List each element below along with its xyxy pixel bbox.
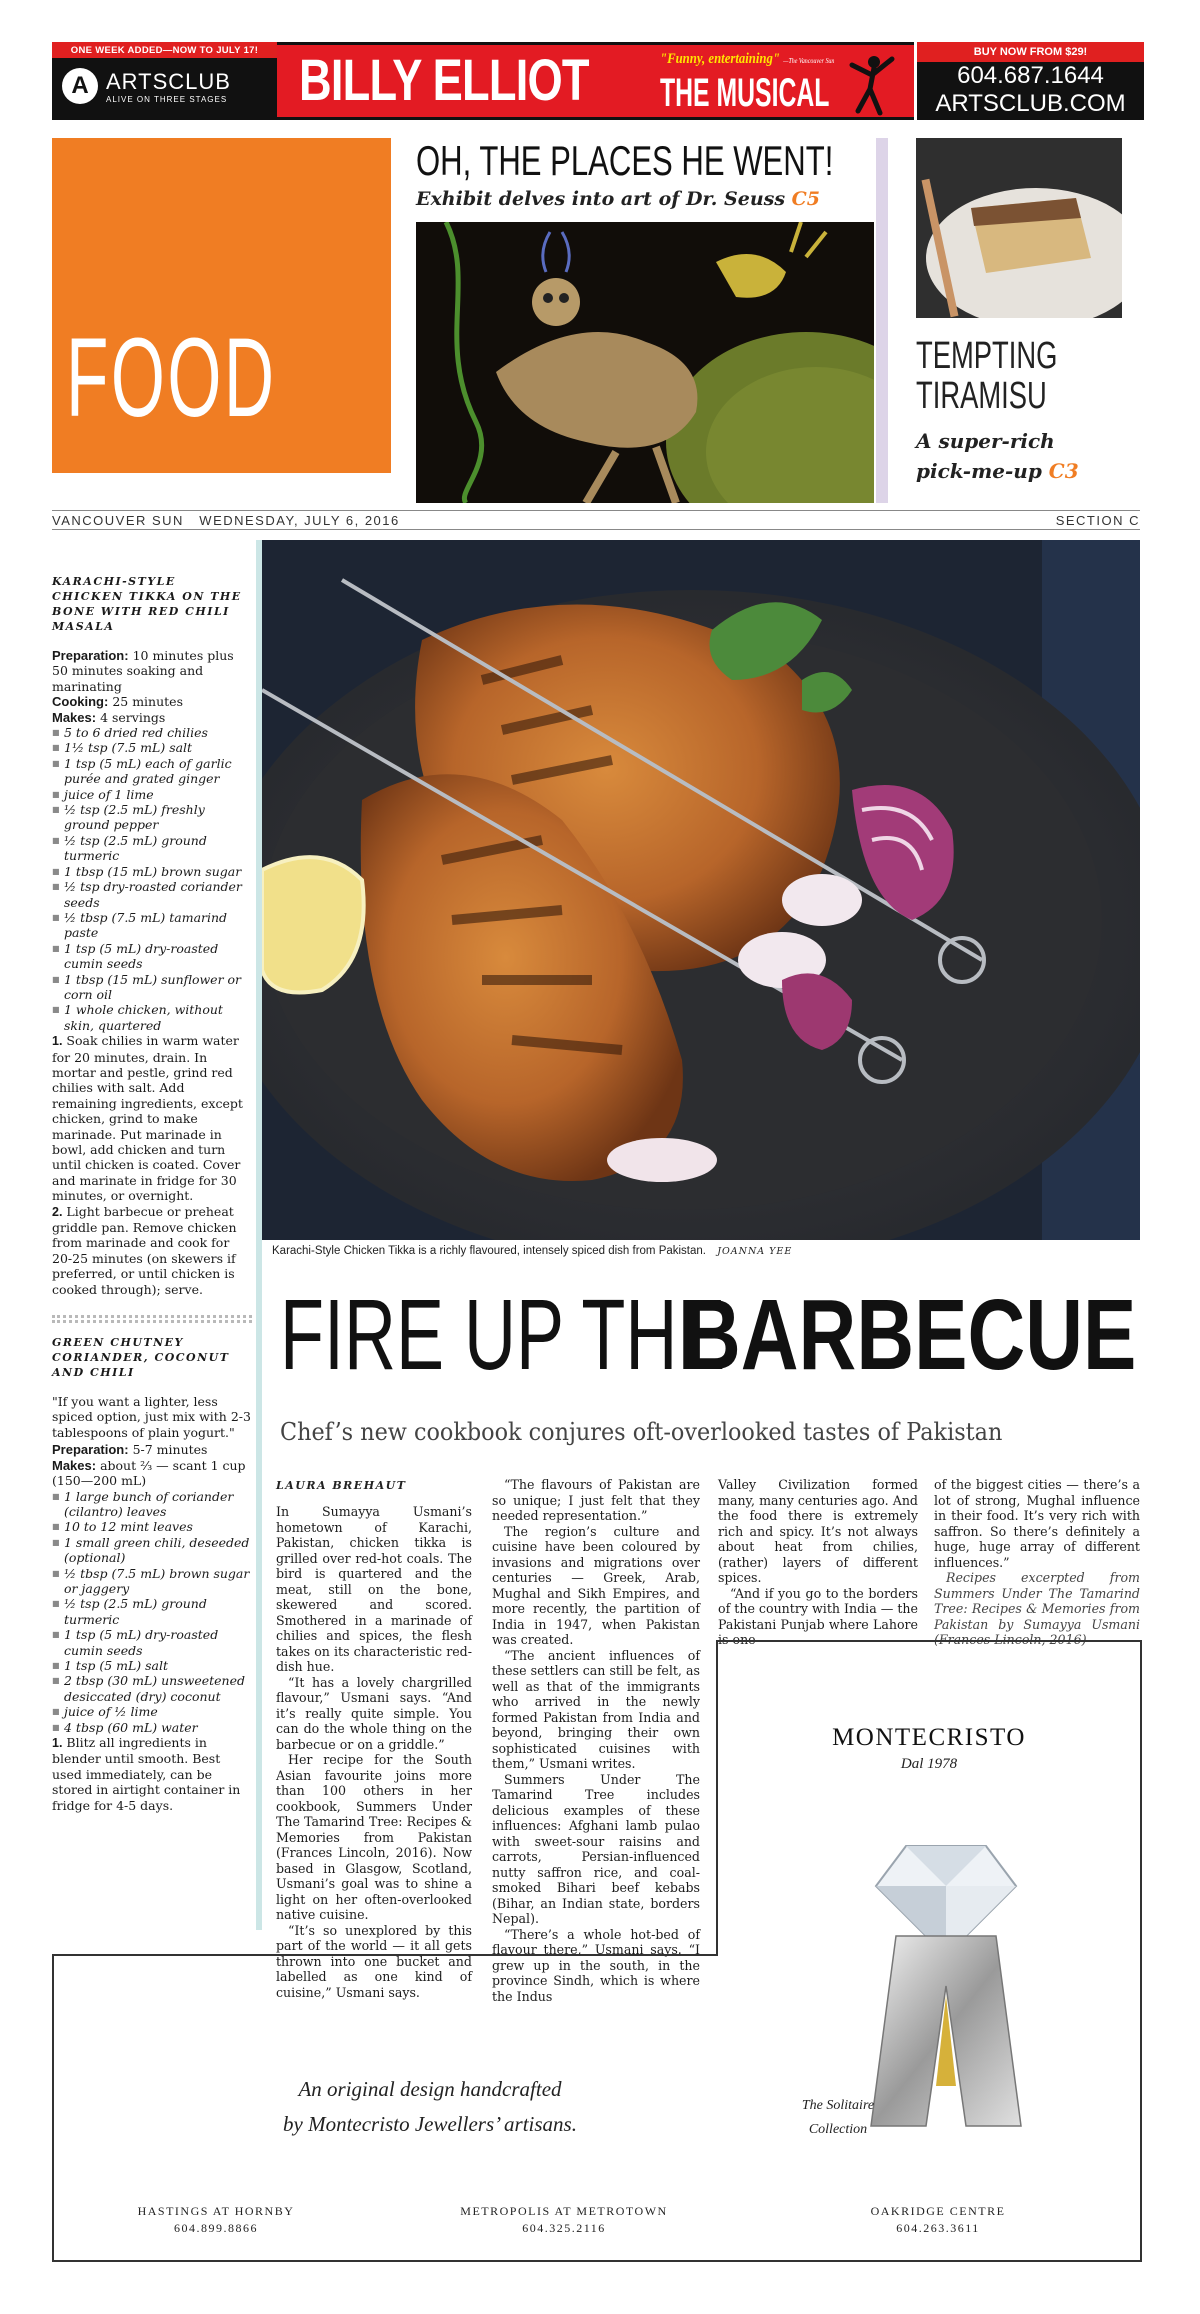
folio-line [52, 510, 1140, 530]
store-name: METROPOLIS AT METROTOWN [460, 2204, 668, 2218]
recipe-sidebar [52, 574, 252, 1813]
article-headline [280, 1278, 1180, 1424]
show-title: BILLY ELLIOT [299, 48, 589, 113]
seuss-page-ref: C5 [791, 188, 820, 210]
recipe-prep-time: Preparation: 10 minutes plus 50 minutes soaking and marinating [52, 648, 234, 694]
recipe-intro: "If you want a lighter, less spiced option, just mix with 2-3 tablespoons of plain yogurt." [52, 1394, 251, 1440]
ingredient-item: ■ 1 whole chicken, without skin, quartered [52, 1002, 252, 1033]
article-deck: Chef’s new cookbook conjures oft-overlooked tastes of Pakistan [280, 1418, 1003, 1446]
ingredient-list [52, 725, 252, 1033]
store-phone: 604.263.3611 [896, 2221, 980, 2235]
show-title-panel [277, 42, 914, 120]
section-nameplate [52, 138, 391, 473]
recipe-servings: Makes: 4 servings [52, 709, 166, 725]
tiramisu-photo [916, 138, 1122, 318]
article-paragraph: “It has a lovely chargrilled flavour,” Usmani says. “And it’s really quite simple. You can do the whole thing on the barbecue or on a griddle.” [276, 1674, 472, 1752]
article-paragraph: “And if you go to the borders of the country with India — the Pakistani Punjab where Lahore is one [718, 1585, 918, 1647]
folio-section: SECTION C [1055, 512, 1140, 528]
tiramisu-teaser-headline: TEMPTING TIRAMISU [916, 335, 1058, 417]
recipe-title: KARACHI-STYLE CHICKEN TIKKA ON THE BONE WITH RED CHILI MASALA [52, 575, 242, 633]
ingredient-item: ■ 1 small green chili, deseeded (optional) [52, 1535, 252, 1566]
recipe-title: GREEN CHUTNEY CORIANDER, COCONUT AND CHILI [52, 1336, 230, 1380]
ingredient-item: ■ 2 tbsp (30 mL) unsweetened desiccated (dry) coconut [52, 1673, 252, 1704]
store-name: HASTINGS AT HORNBY [137, 2204, 295, 2218]
article-byline: LAURA BREHAUT [276, 1479, 407, 1492]
ingredient-item: ■ ½ tbsp (7.5 mL) tamarind paste [52, 910, 252, 941]
ingredient-item: ■ 1 tsp (5 mL) each of garlic purée and grated ginger [52, 756, 252, 787]
store-phone: 604.899.8866 [174, 2221, 258, 2235]
ad-tagline: An original design handcrafted by Montecristo Jewellers’ artisans. [283, 2077, 577, 2136]
store-location [434, 2203, 694, 2237]
ticket-info-panel [914, 42, 1144, 120]
store-location [86, 2203, 346, 2237]
show-subtitle: THE MUSICAL [660, 71, 830, 115]
recipe-prep-time: Preparation: 5-7 minutes [52, 1442, 208, 1458]
article-paragraph: “There’s a whole hot-bed of flavour there,” Usmani says. “I grew up in the south, in the province Sindh, which is where the Indus [492, 1926, 700, 2004]
ingredient-item: ■ 4 tbsp (60 mL) water [52, 1720, 252, 1735]
arts-club-name: ARTSCLUB [106, 68, 231, 94]
ticket-website[interactable]: ARTSCLUB.COM [935, 90, 1126, 117]
ticket-phone: 604.687.1644 [957, 62, 1104, 89]
dancer-silhouette-icon [844, 53, 896, 117]
teaser-divider [876, 138, 888, 503]
headline-light: FIRE UP THE [280, 1279, 726, 1391]
recipe-divider [52, 1315, 252, 1323]
ingredient-item: ■ juice of ½ lime [52, 1704, 252, 1719]
ingredient-item: ■ 1 tsp (5 mL) dry-roasted cumin seeds [52, 1627, 252, 1658]
montecristo-established: Dal 1978 [900, 1756, 958, 1772]
ingredient-list [52, 1489, 252, 1736]
ingredient-item: ■ ½ tsp dry-roasted coriander seeds [52, 879, 252, 910]
chicken-tikka-photo [262, 540, 1140, 1240]
store-name: OAKRIDGE CENTRE [870, 2204, 1006, 2218]
buy-now-notice: BUY NOW FROM $29! [917, 42, 1144, 62]
ingredient-item: ■ ½ tsp (2.5 mL) freshly ground pepper [52, 802, 252, 833]
ingredient-item: ■ ½ tsp (2.5 mL) ground turmeric [52, 1596, 252, 1627]
store-phone: 604.325.2116 [522, 2221, 606, 2235]
seuss-artwork-image [416, 222, 874, 503]
arts-club-tagline: ALIVE ON THREE STAGES [106, 94, 228, 104]
arts-club-logo-panel [52, 42, 277, 120]
ingredient-item: ■ ½ tbsp (7.5 mL) brown sugar or jaggery [52, 1566, 252, 1597]
article-paragraph: The region’s culture and cuisine have been coloured by invasions and migrations over centuries — Greek, Arab, Mughal and Sikh Empires, and more recently, the partition of India in 1947, when Pakistan was created. [492, 1523, 700, 1647]
seuss-teaser-subhead: Exhibit delves into art of Dr. Seuss C5 [416, 188, 820, 210]
ingredient-item: ■ juice of 1 lime [52, 787, 252, 802]
arts-club-banner-ad[interactable] [52, 42, 1144, 120]
tiramisu-page-ref: C3 [1048, 459, 1079, 483]
ingredient-item: ■ 1 tsp (5 mL) dry-roasted cumin seeds [52, 941, 252, 972]
section-name: FOOD [66, 315, 277, 440]
recipe-step: 1. Blitz all ingredients in blender until smooth. Best used immediately, can be stored in airtight container in fridge for 4-5 days. [52, 1735, 241, 1813]
seuss-teaser[interactable] [416, 138, 874, 210]
recipe-step: 1. Soak chilies in warm water for 20 minutes, drain. In mortar and pestle, grind red chilies with salt. Add remaining ingredients, except chicken, grind to make marinade. Put marinade in bowl, add chicken and turn until chicken is coated. Cover and marinate in fridge for 30 minutes, or overnight. [52, 1033, 243, 1204]
recipe-cook-time: Cooking: 25 minutes [52, 694, 183, 710]
arts-club-logo-icon: A [62, 68, 98, 104]
recipe-step: 2. Light barbecue or preheat griddle pan. Remove chicken from marinade and cook for 20-25 minutes (on skewers if preferred, or until chicken is cooked through); serve. [52, 1203, 237, 1297]
ingredient-item: ■ 1½ tsp (7.5 mL) salt [52, 740, 252, 755]
tiramisu-teaser-subhead: A super-rich pick-me-up C3 [916, 429, 1079, 483]
excerpt-note: Recipes excerpted from Summers Under The Tamarind Tree: Recipes & Memories from Pakistan by Sumayya Usmani (Frances Lincoln, 2016) [934, 1570, 1140, 1647]
seuss-teaser-headline: OH, THE PLACES HE WENT! [416, 137, 834, 184]
arts-club-logo [62, 68, 231, 104]
article-paragraph: Her recipe for the South Asian favourite joins more than 100 others in her cookbook, Summers Under The Tamarind Tree: Recipes & Memories from Pakistan (Frances Lincoln, 2016). Now based in Glasgow, Scotland, Usmani’s goal was to shine a light on her often-overlooked native cuisine. [276, 1752, 472, 1922]
store-location [808, 2203, 1068, 2237]
article-column [276, 1504, 472, 2000]
montecristo-brand[interactable]: MONTECRISTO [832, 1724, 1026, 1751]
photo-caption: Karachi-Style Chicken Tikka is a richly flavoured, intensely spiced dish from Pakistan. JOANNA YEE [272, 1245, 793, 1257]
ingredient-item: ■ 1 tbsp (15 mL) sunflower or corn oil [52, 972, 252, 1003]
folio-paper-date: VANCOUVER SUN WEDNESDAY, JULY 6, 2016 [52, 512, 400, 528]
tiramisu-teaser[interactable] [916, 336, 1126, 486]
article-paragraph: In Sumayya Usmani’s hometown of Karachi, Pakistan, chicken tikka is grilled over red-hot coals. The bird is quartered and the meat, still on the bone, skewered and scored. Smothered in a marinade of chilies and spices, the flesh takes on its characteristic red-dish hue. [276, 1504, 472, 1674]
headline-bold: BARBECUE [683, 1279, 1137, 1391]
ingredient-item: ■ ½ tsp (2.5 mL) ground turmeric [52, 833, 252, 864]
photo-credit: JOANNA YEE [717, 1246, 793, 1257]
ingredient-item: ■ 1 large bunch of coriander (cilantro) leaves [52, 1489, 252, 1520]
article-column [718, 1477, 918, 1648]
ingredient-item: ■ 5 to 6 dried red chilies [52, 725, 252, 740]
article-paragraph: “The flavours of Pakistan are so unique; I just felt that they needed representation.” [492, 1477, 700, 1523]
article-paragraph: of the biggest cities — there’s a lot of strong, Mughal influence in their food. It’s very rich with saffron. So there’s definitely a huge, huge array of different influences.” [934, 1477, 1140, 1570]
ingredient-item: ■ 1 tbsp (15 mL) brown sugar [52, 864, 252, 879]
article-paragraph: “The ancient influences of these settlers can still be felt, as well as that of the immigrants who arrived in the newly formed Pakistan from India and beyond, bringing their own sophisticated cuisines with them,” Usmani writes. [492, 1647, 700, 1771]
recipe-servings: Makes: about ⅔ — scant 1 cup (150—200 mL) [52, 1457, 246, 1489]
ingredient-item: ■ 10 to 12 mint leaves [52, 1519, 252, 1534]
extension-notice: ONE WEEK ADDED—NOW TO JULY 17! [52, 42, 277, 58]
article-paragraph: Summers Under The Tamarind Tree includes delicious examples of these influences: Afghani lamb pulao with sweet-sour raisins and carrots, Persian-influenced nutty saffron rice, and coal-smoked Bihari beef kebabs (Bihar, an Indian state, borders Nepal). [492, 1771, 700, 1926]
article-column [492, 1477, 700, 2004]
review-quote: "Funny, entertaining" —The Vancouver Sun [660, 51, 835, 67]
article-column [934, 1477, 1140, 1648]
collection-label: The Solitaire Collection [801, 2098, 875, 2137]
ingredient-item: ■ 1 tsp (5 mL) salt [52, 1658, 252, 1673]
article-paragraph: “It’s so unexplored by this part of the world — it all gets thrown into one bucket and labelled as one kind of cuisine,” Usmani says. [276, 1922, 472, 2000]
article-paragraph: Valley Civilization formed many, many centuries ago. And the food there is extremely rich and spicy. It’s not always about heat from chilies, (rather) layers of different spices. [718, 1477, 918, 1585]
review-quote-source: —The Vancouver Sun [783, 57, 835, 65]
